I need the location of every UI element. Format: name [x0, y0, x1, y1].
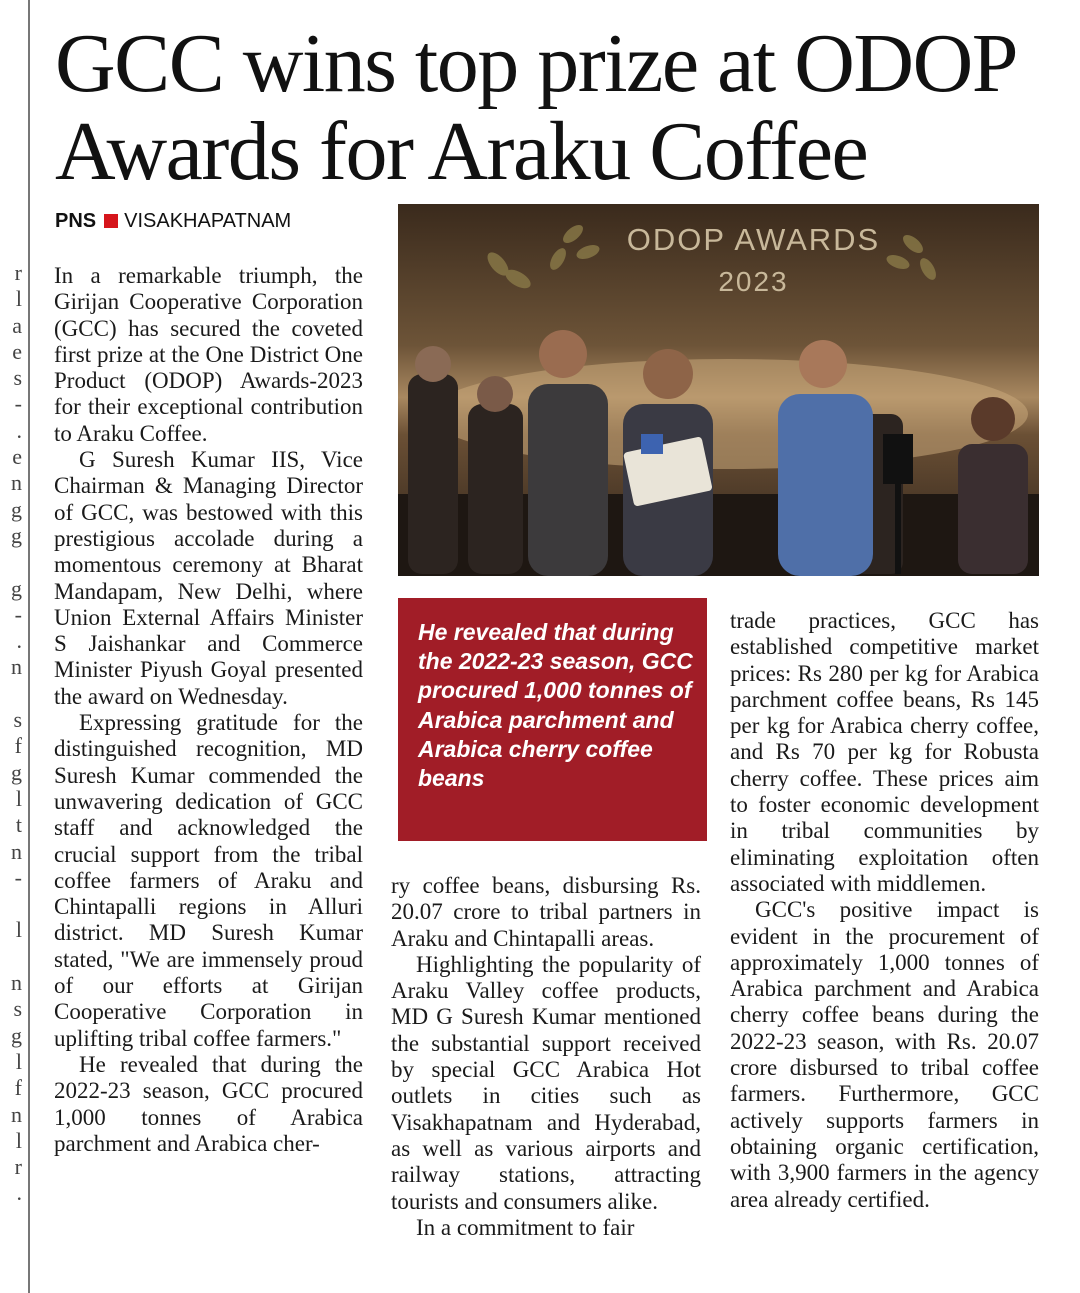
adjacent-article-fragments	[0, 260, 22, 1207]
edge-fragment: n	[11, 1101, 22, 1127]
paragraph: GCC's positive impact is evident in the procurement of approximately 1,000 tonnes of Arabica parchment and Arabica cherry coffee beans during the 2022-23 season, with Rs. 20.07 crore disbursed to tribal coffee farmers. Furthermore, GCC actively supports farmers in obtaining organic certification, with 3,900 farmers in the agency area already certified.	[730, 897, 1039, 1212]
byline-dateline: VISAKHAPATNAM	[124, 210, 292, 232]
edge-fragment	[0, 891, 22, 917]
edge-fragment: a	[12, 312, 22, 338]
edge-fragment: r	[14, 1154, 22, 1180]
edge-fragment: n	[11, 838, 22, 864]
edge-fragment: -	[14, 601, 22, 627]
edge-fragment: n	[11, 654, 22, 680]
paragraph: Expressing gratitude for the distinguished recognition, MD Suresh Kumar commended the unwavering dedication of GCC staff and acknowledged the crucial support from the tribal coffee farmers of Araku and Chintapalli regions in Alluri district. MD Suresh Kumar stated, "We are immensely proud of our efforts at Girijan Cooperative Corporation in uplifting tribal coffee farmers."	[54, 710, 363, 1051]
article-column-3	[730, 608, 1039, 1213]
edge-fragment	[0, 681, 22, 707]
edge-fragment: l	[15, 785, 22, 811]
article-column-1	[54, 263, 363, 1157]
edge-fragment: -	[14, 391, 22, 417]
edge-fragment: s	[13, 707, 22, 733]
paragraph: In a remarkable triumph, the Girijan Cooperative Corporation (GCC) has secured the coveted first prize at the One District One Product (ODOP) Awards-2023 for their exceptional contribution to Araku Coffee.	[54, 263, 363, 446]
edge-fragment: l	[15, 1048, 22, 1074]
edge-fragment: l	[15, 286, 22, 312]
byline-separator-square	[104, 214, 118, 228]
edge-fragment: g	[11, 522, 22, 548]
edge-fragment: l	[15, 917, 22, 943]
edge-fragment: .	[16, 628, 22, 654]
article-column-2	[391, 873, 701, 1241]
edge-fragment: g	[11, 1022, 22, 1048]
paragraph: ry coffee beans, disbursing Rs. 20.07 crore to tribal partners in Araku and Chintapalli areas.	[391, 873, 701, 951]
paragraph: Highlighting the popularity of Araku Valley coffee products, MD G Suresh Kumar mentioned the substantial support received by special GCC Arabica Hot outlets in cities such as Visakhapatnam and Hyderabad, as well as various airports and railway stations, attracting tourists and consumers alike.	[391, 951, 701, 1214]
edge-fragment: g	[11, 575, 22, 601]
byline	[55, 210, 291, 233]
pull-quote: He revealed that during the 2022-23 season, GCC procured 1,000 tonnes of Arabica parchment and Arabica cherry coffee beans	[398, 598, 707, 841]
paragraph: He revealed that during the 2022-23 season, GCC procured 1,000 tonnes of Arabica parchment and Arabica cher-	[54, 1051, 363, 1156]
edge-fragment: f	[14, 733, 22, 759]
edge-fragment: n	[11, 970, 22, 996]
paragraph: In a commitment to fair	[416, 1214, 635, 1240]
edge-fragment: f	[14, 1075, 22, 1101]
paragraph: trade practices, GCC has established competitive market prices: Rs 280 per kg for Arabica parchment coffee beans, Rs 145 per kg for Arabica cherry coffee, and Rs 70 per kg for Robusta cherry coffee. These prices aim to foster economic development in tribal communities by eliminating exploitation often associated with middlemen.	[730, 608, 1039, 896]
edge-fragment: e	[12, 444, 22, 470]
byline-agency: PNS	[55, 210, 97, 232]
edge-fragment: l	[15, 1127, 22, 1153]
paragraph: G Suresh Kumar IIS, Vice Chairman & Managing Director of GCC, was bestowed with this prestigious accolade during a momentous ceremony at Bharat Mandapam, New Delhi, where Union External Affairs Minister S Jaishankar and Commerce Minister Piyush Goyal presented the award on Wednesday.	[54, 447, 363, 709]
edge-fragment: t	[15, 812, 22, 838]
edge-fragment: g	[11, 496, 22, 522]
photo-banner-text: ODOP AWARDS	[626, 222, 881, 257]
edge-fragment: s	[13, 365, 22, 391]
edge-fragment: -	[14, 864, 22, 890]
headline: GCC wins top prize at ODOP Awards for Araku Coffee	[55, 17, 1014, 198]
edge-fragment: n	[11, 470, 22, 496]
photo-illustration	[398, 204, 1039, 576]
edge-fragment	[0, 944, 22, 970]
edge-fragment: .	[16, 417, 22, 443]
edge-fragment: r	[14, 260, 22, 285]
column-divider-rule	[28, 0, 30, 1293]
edge-fragment: e	[12, 338, 22, 364]
photo-banner-year: 2023	[718, 266, 789, 297]
award-ceremony-photo	[398, 204, 1039, 576]
edge-fragment: g	[11, 759, 22, 785]
edge-fragment: s	[13, 996, 22, 1022]
edge-fragment	[0, 549, 22, 575]
edge-fragment: .	[16, 1180, 22, 1206]
